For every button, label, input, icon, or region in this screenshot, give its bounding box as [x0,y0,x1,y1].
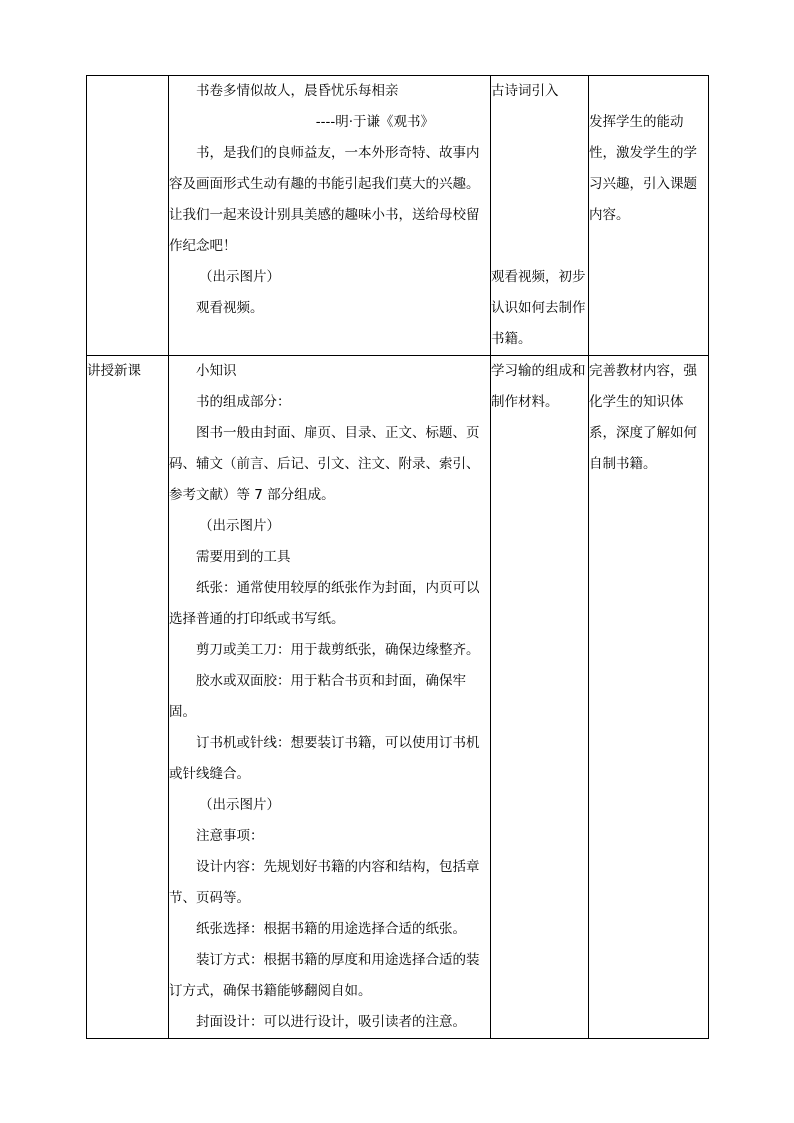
tool-scissors: 剪刀或美工刀：用于裁剪纸张，确保边缘整齐。 [196,642,480,658]
spacer [491,107,588,138]
design-intent-text: 完善教材内容，强化学生的知识体系，深度了解如何自制书籍。 [589,363,697,472]
tool-glue: 胶水或双面胶：用于粘合书页和封面，确保牢固。 [169,673,466,720]
note-paper: 纸张选择：根据书籍的用途选择合适的纸张。 [196,921,466,937]
intent-cell [589,76,709,356]
show-picture-note: （出示图片） [199,797,280,813]
poem-line: 书卷多情似故人，晨昏忧乐每相亲 [196,83,399,99]
tools-title: 需要用到的工具 [196,549,291,565]
spacer [589,76,708,107]
spacer [491,231,588,262]
show-picture-note: （出示图片） [199,518,280,534]
design-intent-text: 发挥学生的能动性，激发学生的学习兴趣，引入课题内容。 [589,114,697,223]
note-design: 设计内容：先规划好书籍的内容和结构，包括章节、页码等。 [169,859,480,906]
student-activity-text: 学习输的组成和制作材料。 [491,363,586,410]
show-picture-note: （出示图片） [199,269,280,285]
stage-cell [87,76,169,356]
poem-source: ----明·于谦《观书》 [315,114,434,130]
spacer [491,200,588,231]
note-binding: 装订方式：根据书籍的厚度和用途选择合适的装订方式，确保书籍能够翻阅自如。 [169,952,480,999]
watch-video-text: 观看视频。 [196,300,264,316]
intro-paragraph: 书，是我们的良师益友，一本外形奇特、故事内容及画面形式生动有趣的书能引起我们莫大的兴趣。让我们一起来设计别具美感的趣味小书，送给母校留作纪念吧！ [169,145,480,254]
student-activity-video: 观看视频，初步认识如何去制作书籍。 [491,269,586,347]
parts-title: 书的组成部分： [196,394,291,410]
knowledge-title: 小知识 [196,363,237,379]
table-row-new-lesson [87,356,709,1039]
tool-stapler: 订书机或针线：想要装订书籍，可以使用订书机或针线缝合。 [169,735,480,782]
student-activity-cell [491,76,589,356]
intent-cell [589,356,709,1039]
spacer [491,138,588,169]
tool-paper: 纸张：通常使用较厚的纸张作为封面，内页可以选择普通的打印纸或书写纸。 [169,580,480,627]
lesson-plan-table [86,75,709,1039]
notes-title: 注意事项： [196,828,264,844]
note-cover: 封面设计：可以进行设计，吸引读者的注意。 [196,1014,466,1030]
spacer [491,169,588,200]
content-cell [169,76,491,356]
stage-cell: 讲授新课 [87,356,169,1039]
student-activity-cell [491,356,589,1039]
table-row-intro [87,76,709,356]
content-cell [169,356,491,1039]
parts-text: 图书一般由封面、扉页、目录、正文、标题、页码、辅文（前言、后记、引文、注文、附录、索引、参考文献）等 7 部分组成。 [169,425,480,503]
student-activity-intro: 古诗词引入 [491,83,559,99]
